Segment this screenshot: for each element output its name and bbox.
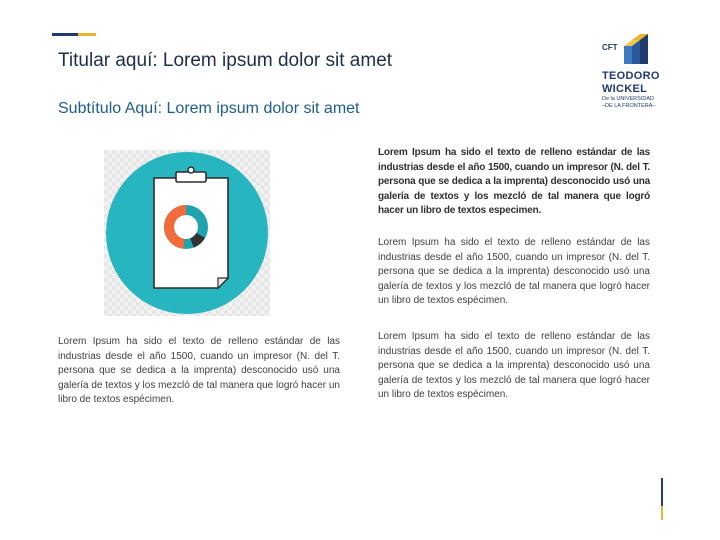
title-accent-bar — [52, 33, 96, 36]
paragraph-right-2: Lorem Ipsum ha sido el texto de relleno estándar de las industrias desde el año 1500, cuando un impresor (N. del T. persona que se dedica a la imprenta) desconocido usó una galería de textos y los mezcló de tal manera que logró hacer un libro de textos espécimen. — [378, 237, 650, 307]
footer-accent-gold — [661, 506, 663, 520]
accent-bar-navy — [52, 33, 78, 36]
accent-bar-gold — [78, 33, 96, 36]
paragraph-right-3: Lorem Ipsum ha sido el texto de relleno estándar de las industrias desde el año 1500, cuando un impresor (N. del T. persona que se dedica a la imprenta) desconocido usó una galería de textos y los mezcló de tal manera que logró hacer un libro de textos espécimen. — [378, 331, 650, 401]
paragraph-left: Lorem Ipsum ha sido el texto de relleno estándar de las industrias desde el año 1500, cuando un impresor (N. del T. persona que se dedica a la imprenta) desconocido usó una galería de textos y los mezcló de tal manera que logró hacer un libro de textos espécimen. — [58, 336, 340, 406]
logo-cft: CFT — [602, 43, 618, 52]
logo-name-line1: TEODORO — [602, 70, 660, 82]
logo-tagline2: –DE LA FRONTERA– — [602, 103, 656, 109]
logo-tagline1: De la UNIVERSIDAD — [602, 96, 654, 102]
footer-accent-navy — [661, 478, 663, 506]
logo-name-line2: WICKEL — [602, 83, 648, 95]
slide-title: Titular aquí: Lorem ipsum dolor sit amet — [58, 50, 393, 71]
footer-accent-mark — [661, 478, 663, 520]
institution-logo — [596, 30, 676, 110]
clipboard-donut-chart-icon — [104, 150, 270, 316]
slide-subtitle: Subtítulo Aquí: Lorem ipsum dolor sit amet — [58, 100, 360, 117]
paragraph-bold: Lorem Ipsum ha sido el texto de relleno estándar de las industrias desde el año 1500, cuando un impresor (N. del T. persona que se dedica a la imprenta) desconocido usó una galería de textos y los mezcló de tal manera que logró hacer un libro de textos especimen. — [378, 147, 650, 217]
